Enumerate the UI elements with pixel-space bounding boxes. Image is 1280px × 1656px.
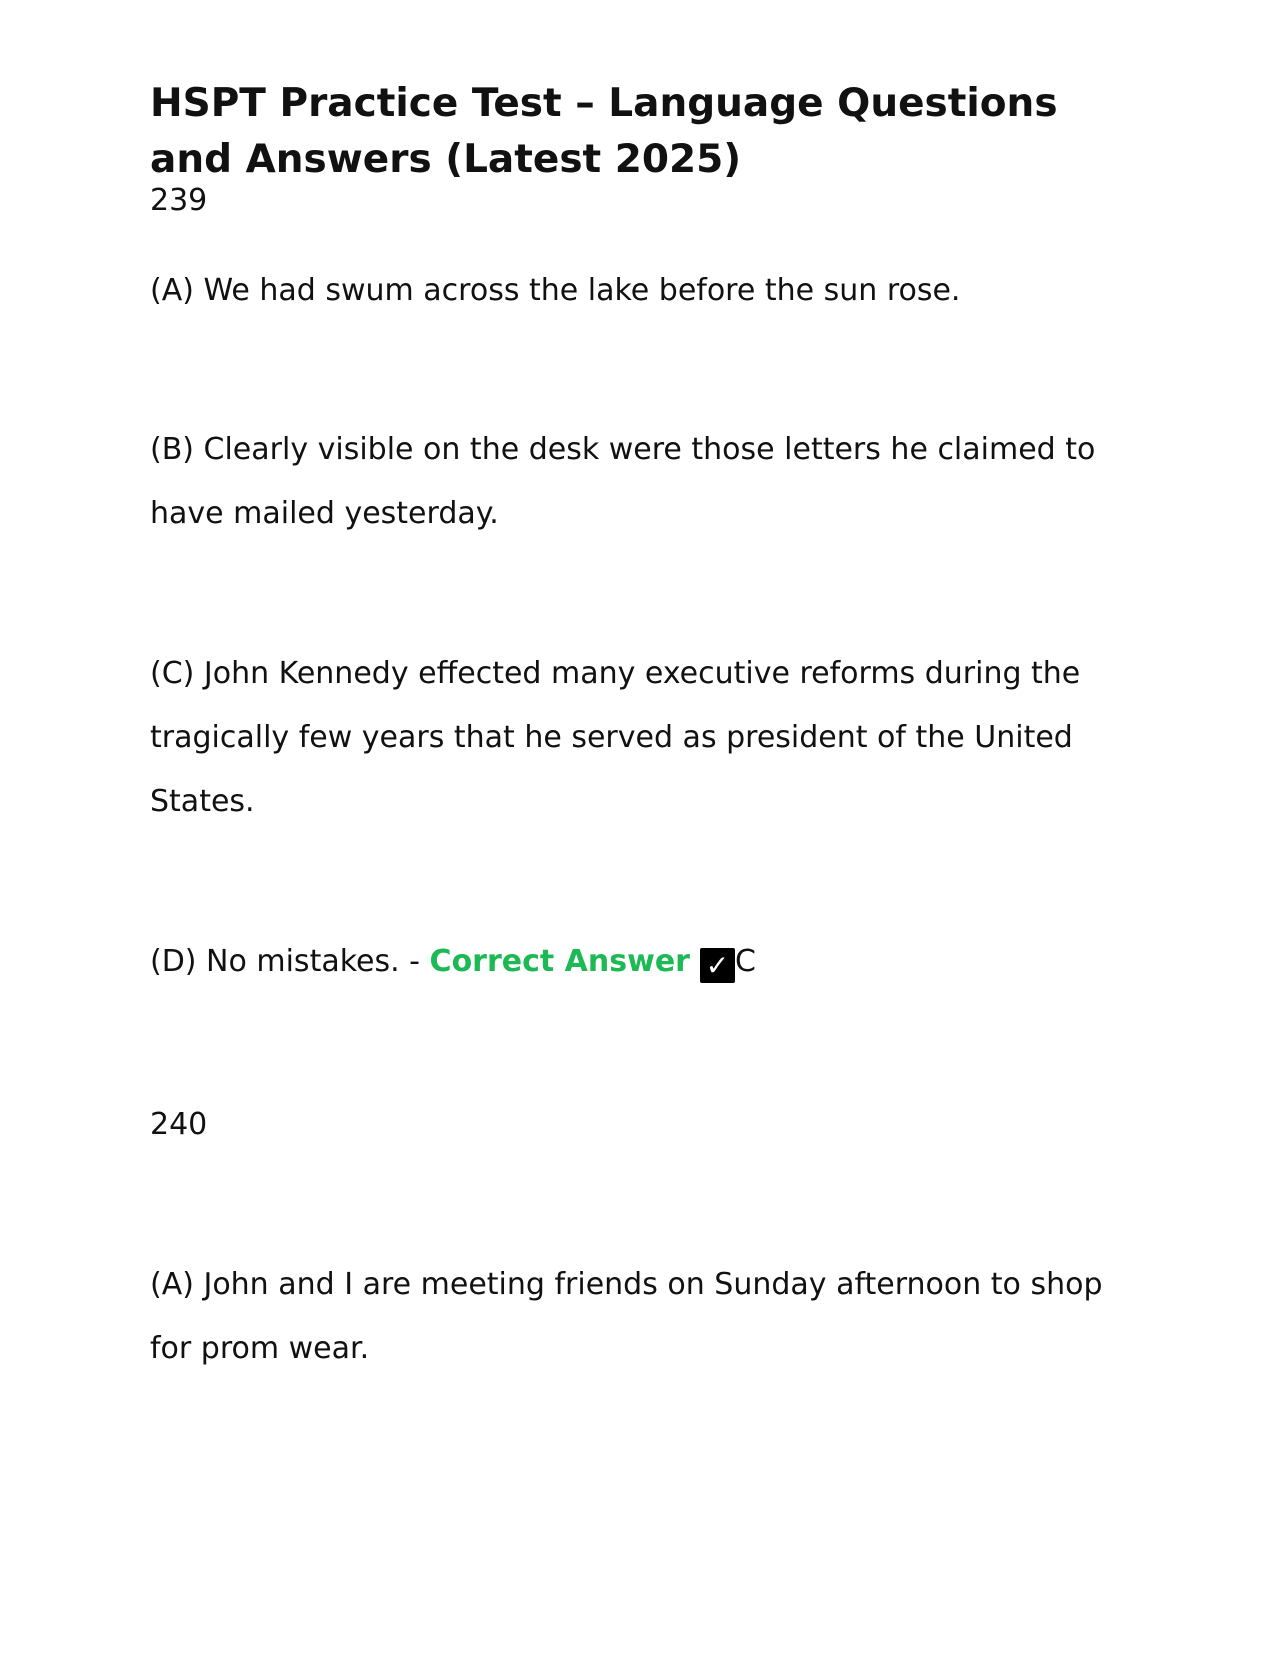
correct-answer-label: Correct Answer [429, 944, 690, 979]
document-title: HSPT Practice Test – Language Questions and Answers (Latest 2025) [150, 81, 1058, 182]
correct-answer-value: C [734, 944, 756, 979]
option-a: (A) John and I are meeting friends on Sunday afternoon to shop for prom wear. [150, 1267, 1103, 1366]
option-d [150, 930, 1110, 994]
option-a: (A) We had swum across the lake before the sun rose. [150, 273, 961, 308]
checkbox-check-icon: ✓ [700, 948, 735, 983]
option-c: (C) John Kennedy effected many executive reforms during the tragically few years that he served as president of the United States. [150, 656, 1081, 819]
option-b: (B) Clearly visible on the desk were those letters he claimed to have mailed yesterday. [150, 432, 1096, 531]
question-number: 239 [150, 183, 208, 218]
option-d-text: (D) No mistakes. - [150, 944, 430, 979]
question-number: 240 [150, 1107, 208, 1142]
